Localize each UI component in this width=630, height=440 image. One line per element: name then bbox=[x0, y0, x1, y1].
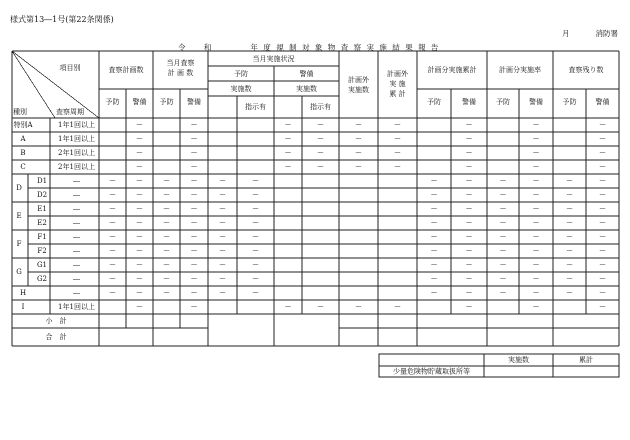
row-cycle-1: 1年1回以上 bbox=[58, 135, 95, 143]
header-sub-3: 警備 bbox=[187, 98, 201, 106]
row-3-cell-15: — bbox=[599, 163, 606, 171]
row-2-cell-8: — bbox=[355, 149, 362, 157]
row-9-cell-2: — bbox=[163, 247, 170, 255]
row-5-cell-3: — bbox=[191, 191, 197, 199]
row-cycle-9: ― bbox=[73, 247, 80, 255]
row-3-cell-7: — bbox=[317, 163, 324, 171]
row-0-cell-8: — bbox=[355, 121, 362, 129]
row-4-cell-10: — bbox=[431, 177, 437, 185]
row-8-cell-10: — bbox=[431, 233, 437, 241]
row-cycle-7: ― bbox=[73, 219, 80, 227]
row-cycle-2: 2年1回以上 bbox=[58, 149, 95, 157]
row-8-cell-11: — bbox=[466, 233, 472, 241]
row-3-cell-3: — bbox=[191, 163, 197, 171]
row-sub-10: G1 bbox=[36, 261, 48, 269]
row-4-cell-0: — bbox=[109, 177, 116, 185]
row-2-cell-13: — bbox=[533, 149, 539, 157]
row-4-cell-14: — bbox=[566, 177, 573, 185]
row-cycle-6: ― bbox=[73, 205, 80, 213]
era-label: 令 和 bbox=[178, 43, 213, 52]
header-unplanned-cum-3: 累 計 bbox=[389, 90, 406, 98]
header-plan-count: 査察計画数 bbox=[108, 66, 144, 74]
row-sub-5: D2 bbox=[36, 191, 48, 199]
row-2-cell-7: — bbox=[317, 149, 324, 157]
header-unplanned-cum-1: 計画外 bbox=[387, 70, 408, 78]
row-2-cell-11: — bbox=[466, 149, 472, 157]
row-7-cell-15: — bbox=[599, 219, 606, 227]
row-10-cell-15: — bbox=[599, 261, 606, 269]
row-10-cell-12: — bbox=[500, 261, 506, 269]
row-6-cell-1: — bbox=[136, 205, 143, 213]
row-9-cell-10: — bbox=[431, 247, 437, 255]
row-0-cell-11: — bbox=[466, 121, 472, 129]
row-2-cell-1: — bbox=[136, 149, 143, 157]
row-1-cell-13: — bbox=[533, 135, 539, 143]
row-7-cell-3: — bbox=[191, 219, 197, 227]
row-9-cell-11: — bbox=[466, 247, 472, 255]
header-prev-implemented: 実施数 bbox=[230, 85, 252, 93]
form-number: 様式第13―1号(第22条関係) bbox=[10, 15, 114, 24]
row-6-cell-14: — bbox=[566, 205, 573, 213]
header-unplanned-2: 実施数 bbox=[348, 86, 369, 94]
row-13-cell-8: — bbox=[355, 303, 362, 311]
row-0-cell-13: — bbox=[533, 121, 539, 129]
row-8-cell-14: — bbox=[566, 233, 573, 241]
row-10-cell-1: — bbox=[136, 261, 143, 269]
row-kind-10: G bbox=[16, 268, 22, 276]
row-1-cell-1: — bbox=[136, 135, 143, 143]
row-5-cell-14: — bbox=[566, 191, 573, 199]
row-10-cell-0: — bbox=[109, 261, 116, 269]
row-kind-13: I bbox=[21, 303, 25, 311]
row-4-cell-2: — bbox=[163, 177, 170, 185]
row-11-cell-10: — bbox=[431, 275, 437, 283]
row-cycle-8: ― bbox=[73, 233, 80, 241]
row-12-cell-4: — bbox=[219, 289, 226, 297]
row-2-cell-9: — bbox=[394, 149, 401, 157]
row-8-cell-13: — bbox=[533, 233, 539, 241]
header-kind-label: 種別 bbox=[13, 108, 27, 116]
row-5-cell-2: — bbox=[163, 191, 170, 199]
row-sub-8: F1 bbox=[37, 233, 47, 241]
row-sub-11: G2 bbox=[36, 275, 48, 283]
row-6-cell-13: — bbox=[533, 205, 539, 213]
row-4-cell-15: — bbox=[599, 177, 606, 185]
row-10-cell-3: — bbox=[191, 261, 197, 269]
month-label: 月 bbox=[562, 29, 570, 38]
row-6-cell-11: — bbox=[466, 205, 472, 213]
row-3-cell-6: — bbox=[285, 163, 291, 171]
header-cum-plan: 計画分実施累計 bbox=[427, 66, 477, 74]
row-9-cell-12: — bbox=[500, 247, 506, 255]
row-10-cell-11: — bbox=[466, 261, 472, 269]
row-11-cell-14: — bbox=[566, 275, 573, 283]
header-sec-implemented: 実施数 bbox=[296, 85, 317, 93]
row-5-cell-10: — bbox=[431, 191, 437, 199]
row-kind-4: D bbox=[16, 184, 22, 192]
small-table-row-label: 少量危険物貯蔵取扱所等 bbox=[393, 367, 470, 376]
row-7-cell-14: — bbox=[566, 219, 573, 227]
header-status-prevention: 予防 bbox=[234, 70, 248, 78]
row-1-cell-6: — bbox=[285, 135, 291, 143]
row-11-cell-2: — bbox=[163, 275, 170, 283]
row-12-cell-5: — bbox=[252, 289, 259, 297]
fire-station-label: 消防署 bbox=[595, 29, 618, 38]
row-cycle-3: 2年1回以上 bbox=[58, 163, 95, 171]
row-cycle-0: 1年1回以上 bbox=[58, 121, 95, 129]
row-4-cell-13: — bbox=[533, 177, 539, 185]
row-5-cell-13: — bbox=[533, 191, 539, 199]
header-plan-rate: 計画分実施率 bbox=[499, 66, 541, 74]
row-7-cell-2: — bbox=[163, 219, 170, 227]
row-kind-0: 特別A bbox=[13, 121, 33, 129]
header-month-plan-1: 当月査察 bbox=[166, 59, 195, 67]
row-sub-7: E2 bbox=[37, 219, 47, 227]
row-6-cell-12: — bbox=[500, 205, 506, 213]
row-12-cell-14: — bbox=[566, 289, 573, 297]
row-0-cell-6: — bbox=[285, 121, 291, 129]
row-6-cell-0: — bbox=[109, 205, 116, 213]
total-label: 合 計 bbox=[45, 333, 67, 341]
small-table-impl-header: 実施数 bbox=[508, 356, 529, 364]
row-11-cell-11: — bbox=[466, 275, 472, 283]
row-10-cell-10: — bbox=[431, 261, 437, 269]
row-9-cell-14: — bbox=[566, 247, 573, 255]
row-7-cell-10: — bbox=[431, 219, 437, 227]
header-prev-instructed: 指示有 bbox=[245, 103, 266, 111]
row-2-cell-3: — bbox=[191, 149, 197, 157]
row-kind-1: A bbox=[20, 135, 26, 143]
header-sub-6: 予防 bbox=[496, 98, 510, 106]
row-cycle-11: ― bbox=[73, 275, 80, 283]
row-4-cell-1: — bbox=[136, 177, 143, 185]
row-6-cell-10: — bbox=[431, 205, 437, 213]
row-5-cell-5: — bbox=[252, 191, 259, 199]
row-11-cell-1: — bbox=[136, 275, 143, 283]
row-9-cell-4: — bbox=[219, 247, 226, 255]
row-3-cell-13: — bbox=[533, 163, 539, 171]
row-10-cell-14: — bbox=[566, 261, 573, 269]
row-12-cell-0: — bbox=[109, 289, 116, 297]
row-12-cell-13: — bbox=[533, 289, 539, 297]
row-6-cell-4: — bbox=[219, 205, 226, 213]
row-3-cell-9: — bbox=[394, 163, 401, 171]
row-6-cell-3: — bbox=[191, 205, 197, 213]
header-cycle-label: 査察周期 bbox=[56, 108, 84, 116]
row-9-cell-1: — bbox=[136, 247, 143, 255]
row-sub-4: D1 bbox=[36, 177, 48, 185]
row-1-cell-7: — bbox=[317, 135, 324, 143]
row-kind-6: E bbox=[16, 212, 22, 220]
row-9-cell-15: — bbox=[599, 247, 606, 255]
header-unplanned-1: 計画外 bbox=[348, 76, 369, 84]
row-kind-12: H bbox=[19, 289, 27, 297]
header-sub-4: 予防 bbox=[427, 98, 441, 106]
row-11-cell-5: — bbox=[252, 275, 259, 283]
header-sec-instructed: 指示有 bbox=[310, 103, 331, 111]
row-7-cell-0: — bbox=[109, 219, 116, 227]
row-7-cell-1: — bbox=[136, 219, 143, 227]
row-1-cell-8: — bbox=[355, 135, 362, 143]
row-12-cell-2: — bbox=[163, 289, 170, 297]
row-12-cell-3: — bbox=[191, 289, 197, 297]
row-9-cell-3: — bbox=[191, 247, 197, 255]
row-1-cell-3: — bbox=[191, 135, 197, 143]
row-13-cell-9: — bbox=[394, 303, 401, 311]
row-11-cell-13: — bbox=[533, 275, 539, 283]
row-13-cell-11: — bbox=[466, 303, 472, 311]
row-11-cell-15: — bbox=[599, 275, 606, 283]
row-1-cell-15: — bbox=[599, 135, 606, 143]
row-cycle-4: ― bbox=[73, 177, 80, 185]
row-13-cell-13: — bbox=[533, 303, 539, 311]
row-kind-8: F bbox=[16, 240, 22, 248]
header-sub-2: 予防 bbox=[159, 98, 174, 106]
row-2-cell-15: — bbox=[599, 149, 606, 157]
row-12-cell-11: — bbox=[466, 289, 472, 297]
row-7-cell-12: — bbox=[500, 219, 506, 227]
row-9-cell-13: — bbox=[533, 247, 539, 255]
small-table-cum-header: 累計 bbox=[579, 356, 593, 364]
row-4-cell-4: — bbox=[219, 177, 226, 185]
row-8-cell-15: — bbox=[599, 233, 606, 241]
row-cycle-12: ― bbox=[73, 289, 80, 297]
header-month-plan-2: 計 画 数 bbox=[167, 69, 194, 77]
row-0-cell-7: — bbox=[317, 121, 324, 129]
row-cycle-10: ― bbox=[73, 261, 80, 269]
row-kind-2: B bbox=[20, 149, 26, 157]
row-5-cell-4: — bbox=[219, 191, 226, 199]
row-sub-6: E1 bbox=[37, 205, 47, 213]
row-kind-3: C bbox=[20, 163, 26, 171]
row-4-cell-11: — bbox=[466, 177, 472, 185]
title-main: 年度規制対象物査察実施結果報告 bbox=[250, 43, 444, 52]
header-month-status: 当月実施状況 bbox=[252, 55, 295, 63]
row-12-cell-1: — bbox=[136, 289, 143, 297]
row-cycle-13: 1年1回以上 bbox=[58, 303, 95, 311]
row-1-cell-11: — bbox=[466, 135, 472, 143]
row-cycle-5: ― bbox=[73, 191, 80, 199]
row-sub-9: F2 bbox=[37, 247, 47, 255]
row-7-cell-4: — bbox=[219, 219, 226, 227]
header-sub-5: 警備 bbox=[462, 98, 476, 106]
row-4-cell-12: — bbox=[500, 177, 506, 185]
header-sub-1: 警備 bbox=[132, 98, 147, 106]
row-8-cell-5: — bbox=[252, 233, 259, 241]
row-5-cell-11: — bbox=[466, 191, 472, 199]
row-12-cell-12: — bbox=[500, 289, 506, 297]
row-3-cell-8: — bbox=[355, 163, 362, 171]
row-9-cell-5: — bbox=[252, 247, 259, 255]
row-8-cell-4: — bbox=[219, 233, 226, 241]
header-sub-7: 警備 bbox=[529, 98, 543, 106]
row-11-cell-0: — bbox=[109, 275, 116, 283]
header-status-security: 警備 bbox=[299, 70, 314, 78]
row-11-cell-12: — bbox=[500, 275, 506, 283]
header-sub-8: 予防 bbox=[562, 98, 577, 106]
row-0-cell-3: — bbox=[191, 121, 197, 129]
header-sub-0: 予防 bbox=[105, 98, 120, 106]
row-5-cell-1: — bbox=[136, 191, 143, 199]
header-sub-9: 警備 bbox=[595, 98, 610, 106]
row-8-cell-3: — bbox=[191, 233, 197, 241]
row-6-cell-15: — bbox=[599, 205, 606, 213]
row-0-cell-9: — bbox=[394, 121, 401, 129]
row-13-cell-6: — bbox=[285, 303, 291, 311]
row-0-cell-15: — bbox=[599, 121, 606, 129]
row-3-cell-1: — bbox=[136, 163, 143, 171]
row-11-cell-3: — bbox=[191, 275, 197, 283]
row-7-cell-13: — bbox=[533, 219, 539, 227]
row-0-cell-1: — bbox=[136, 121, 143, 129]
row-5-cell-12: — bbox=[500, 191, 506, 199]
row-6-cell-2: — bbox=[163, 205, 170, 213]
row-7-cell-11: — bbox=[466, 219, 472, 227]
row-1-cell-9: — bbox=[394, 135, 401, 143]
row-8-cell-0: — bbox=[109, 233, 116, 241]
row-10-cell-2: — bbox=[163, 261, 170, 269]
header-item-label: 項目別 bbox=[59, 64, 81, 72]
row-4-cell-3: — bbox=[191, 177, 197, 185]
row-5-cell-0: — bbox=[109, 191, 116, 199]
row-2-cell-6: — bbox=[285, 149, 291, 157]
row-8-cell-2: — bbox=[163, 233, 170, 241]
header-unplanned-cum-2: 実 施 bbox=[389, 80, 406, 88]
row-8-cell-1: — bbox=[136, 233, 143, 241]
row-5-cell-15: — bbox=[599, 191, 606, 199]
row-10-cell-5: — bbox=[252, 261, 259, 269]
row-6-cell-5: — bbox=[252, 205, 259, 213]
row-13-cell-3: — bbox=[191, 303, 197, 311]
row-7-cell-5: — bbox=[252, 219, 259, 227]
row-13-cell-7: — bbox=[317, 303, 324, 311]
row-9-cell-0: — bbox=[109, 247, 116, 255]
row-13-cell-15: — bbox=[599, 303, 606, 311]
row-11-cell-4: — bbox=[219, 275, 226, 283]
row-13-cell-1: — bbox=[136, 303, 143, 311]
row-10-cell-4: — bbox=[219, 261, 226, 269]
row-12-cell-10: — bbox=[431, 289, 437, 297]
row-3-cell-11: — bbox=[466, 163, 472, 171]
row-4-cell-5: — bbox=[252, 177, 259, 185]
row-12-cell-15: — bbox=[599, 289, 606, 297]
subtotal-label: 小 計 bbox=[45, 317, 67, 325]
header-remaining: 査察残り数 bbox=[568, 66, 604, 74]
row-8-cell-12: — bbox=[500, 233, 506, 241]
row-10-cell-13: — bbox=[533, 261, 539, 269]
